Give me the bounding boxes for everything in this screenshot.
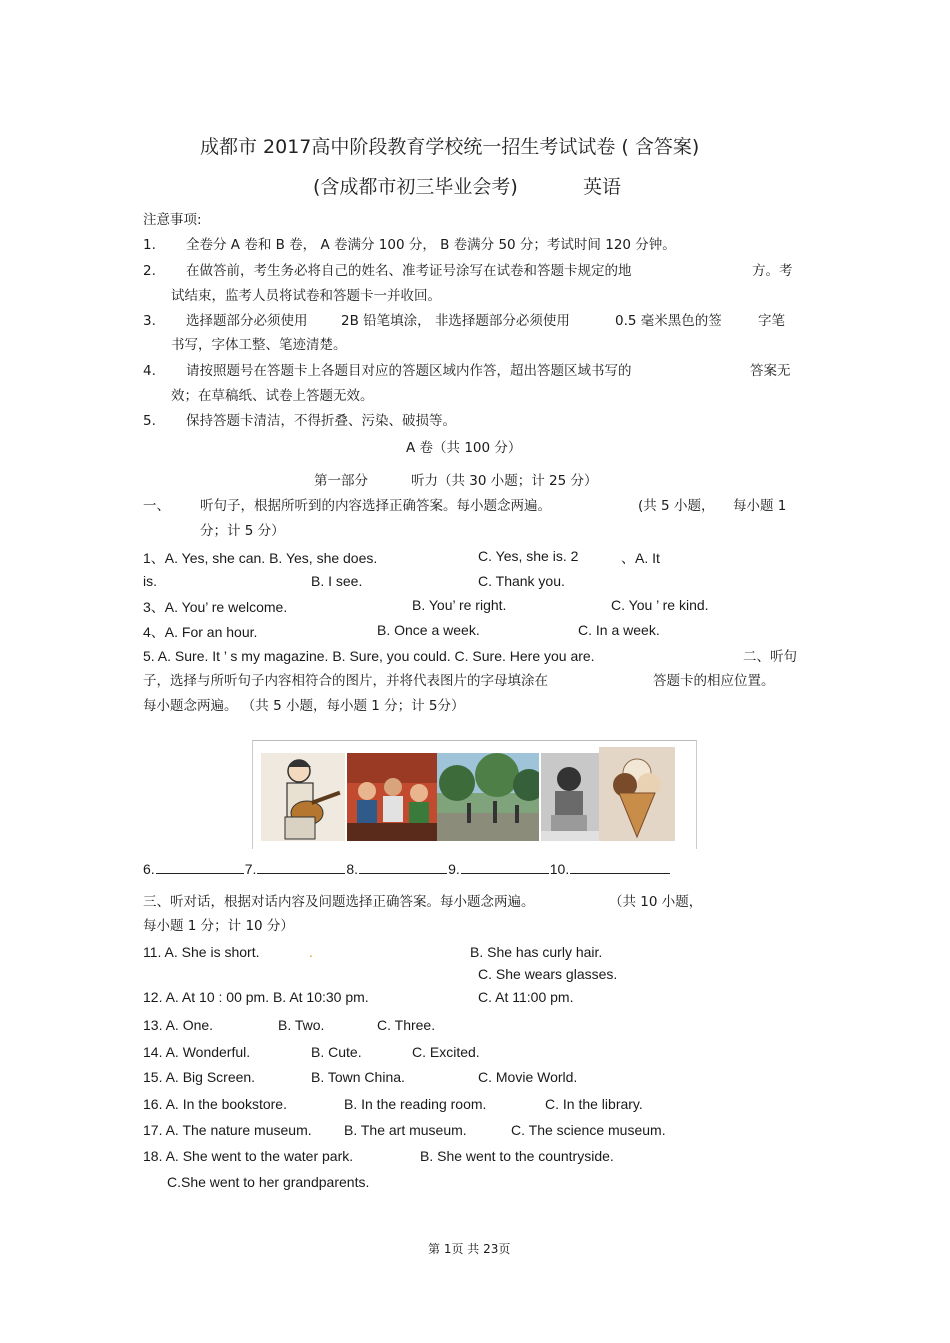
q15-option-c: C. Movie World. <box>478 1069 578 1085</box>
notice-num-4: 4. <box>143 363 156 379</box>
q1-section-num: 一、 <box>143 498 170 514</box>
answer-blank-10[interactable] <box>570 861 670 874</box>
q2-section-start: 二、听句 <box>743 649 797 665</box>
q11-dot: . <box>309 944 313 960</box>
q17-option-c: C. The science museum. <box>511 1122 666 1138</box>
subject-label: 英语 <box>583 176 622 198</box>
q18-option-b: B. She went to the countryside. <box>420 1148 614 1164</box>
q14-option-c: C. Excited. <box>412 1044 480 1060</box>
q13-option-c: C. Three. <box>377 1017 436 1033</box>
listen-row-3c: C. You ’ re kind. <box>611 597 709 613</box>
guitar-player-picture <box>261 753 345 841</box>
listen-row-2a: is. <box>143 573 157 589</box>
q17-option-a: 17. A. The nature museum. <box>143 1122 312 1138</box>
answer-blank-7[interactable] <box>257 861 345 874</box>
q3-instruction-a: 三、听对话，根据对话内容及问题选择正确答案。每小题念两遍。 <box>143 894 535 910</box>
notice-num-3: 3. <box>143 313 156 329</box>
listen-row-1c: 、A. It <box>621 550 660 566</box>
part1-title: 听力（共 30 小题；计 25 分） <box>411 473 598 489</box>
listen-row-3b: B. You’ re right. <box>412 597 507 613</box>
notice-text-4b: 答案无 <box>750 363 791 379</box>
section-a-heading: A 卷（共 100 分） <box>406 440 522 456</box>
listen-row-4a: 4、A. For an hour. <box>143 624 258 640</box>
page-number: 第 1页 共 23页 <box>428 1242 511 1256</box>
classroom-students-picture <box>347 753 437 841</box>
listen-row-4c: C. In a week. <box>578 622 660 638</box>
listen-row-1b: C. Yes, she is. 2 <box>478 548 579 564</box>
q13-option-b: B. Two. <box>278 1017 325 1033</box>
notice-num-1: 1. <box>143 237 156 253</box>
q16-option-c: C. In the library. <box>545 1096 643 1112</box>
notice-text-3e: 书写，字体工整、笔迹清楚。 <box>171 337 347 353</box>
q11-option-b: B. She has curly hair. <box>470 944 603 960</box>
answer-blank-8[interactable] <box>359 861 447 874</box>
page-title: 成都市 2017高中阶段教育学校统一招生考试试卷 ( 含答案) <box>200 136 700 158</box>
notice-text-4a: 请按照题号在答题卡上各题目对应的答题区域内作答，超出答题区域书写的 <box>186 363 632 379</box>
answer-blank-9[interactable] <box>461 861 549 874</box>
blank-label-7: 7. <box>244 861 257 877</box>
notice-num-2: 2. <box>143 263 156 279</box>
q1-instruction-d: 分；计 5 分） <box>200 523 285 539</box>
q3-instruction-b: （共 10 小题， <box>609 894 703 910</box>
listen-row-3a: 3、A. You’ re welcome. <box>143 599 288 615</box>
q1-instruction-a: 听句子，根据所听到的内容选择正确答案。每小题念两遍。 <box>200 498 551 514</box>
listen-row-2c: C. Thank you. <box>478 573 565 589</box>
q14-option-a: 14. A. Wonderful. <box>143 1044 251 1060</box>
q15-option-a: 15. A. Big Screen. <box>143 1069 256 1085</box>
listen-row-5a: 5. A. Sure. It ’ s my magazine. B. Sure, you could. C. Sure. Here you are. <box>143 648 595 664</box>
q12-option-c: C. At 11:00 pm. <box>478 989 574 1005</box>
notice-text-3b: 2B 铅笔填涂， 非选择题部分必须使用 <box>341 313 570 329</box>
sitting-girl-picture <box>541 753 599 841</box>
q16-option-b: B. In the reading room. <box>344 1096 487 1112</box>
listen-row-1a: 1、A. Yes, she can. B. Yes, she does. <box>143 550 378 566</box>
notice-text-4c: 效；在草稿纸、试卷上答题无效。 <box>171 388 374 404</box>
q18-option-c: C.She went to her grandparents. <box>167 1174 370 1190</box>
q2-instruction-a: 子，选择与所听句子内容相符合的图片，并将代表图片的字母填涂在 <box>143 673 548 689</box>
q3-instruction-c: 每小题 1 分；计 10 分） <box>143 918 294 934</box>
picture-strip <box>252 740 697 849</box>
q11-option-c: C. She wears glasses. <box>478 966 618 982</box>
notice-text-2b: 方。考 <box>752 263 793 279</box>
q2-instruction-c: 每小题念两遍。 （共 5 小题，每小题 1 分；计 5分） <box>143 698 465 714</box>
notice-text-2c: 试结束，监考人员将试卷和答题卡一并收回。 <box>171 288 441 304</box>
q16-option-a: 16. A. In the bookstore. <box>143 1096 287 1112</box>
q18-option-a: 18. A. She went to the water park. <box>143 1148 354 1164</box>
picture-answer-blanks <box>143 861 671 877</box>
notice-text-3c: 0.5 毫米黑色的签 <box>615 313 722 329</box>
notice-num-5: 5. <box>143 413 156 429</box>
blank-label-10: 10. <box>549 861 570 877</box>
playground-trees-picture <box>437 753 539 841</box>
notice-text-2a: 在做答前，考生务必将自己的姓名、准考证号涂写在试卷和答题卡规定的地 <box>186 263 632 279</box>
blank-label-6: 6. <box>143 861 155 877</box>
notice-heading: 注意事项: <box>143 212 202 228</box>
answer-blank-6[interactable] <box>156 861 244 874</box>
notice-text-3d: 字笔 <box>758 313 785 329</box>
page-subtitle: (含成都市初三毕业会考) <box>313 176 518 198</box>
notice-text-5: 保持答题卡清洁，不得折叠、污染、破损等。 <box>186 413 456 429</box>
q13-option-a: 13. A. One. <box>143 1017 214 1033</box>
blank-label-9: 9. <box>448 861 460 877</box>
listen-row-2b: B. I see. <box>311 573 363 589</box>
q1-instruction-b: (共 5 小题， <box>638 498 715 514</box>
q12-option-ab: 12. A. At 10 : 00 pm. B. At 10:30 pm. <box>143 989 369 1005</box>
q14-option-b: B. Cute. <box>311 1044 362 1060</box>
listen-row-4b: B. Once a week. <box>377 622 480 638</box>
ice-cream-picture <box>599 747 675 841</box>
q15-option-b: B. Town China. <box>311 1069 405 1085</box>
q11-option-a: 11. A. She is short. <box>143 944 260 960</box>
blank-label-8: 8. <box>346 861 359 877</box>
notice-text-1: 全卷分 A 卷和 B 卷， A 卷满分 100 分， B 卷满分 50 分；考试时间 120 分钟。 <box>186 237 676 253</box>
q2-instruction-b: 答题卡的相应位置。 <box>653 673 775 689</box>
q17-option-b: B. The art museum. <box>344 1122 467 1138</box>
q1-instruction-c: 每小题 1 <box>733 498 787 514</box>
notice-text-3a: 选择题部分必须使用 <box>186 313 308 329</box>
part1-label: 第一部分 <box>314 473 368 489</box>
